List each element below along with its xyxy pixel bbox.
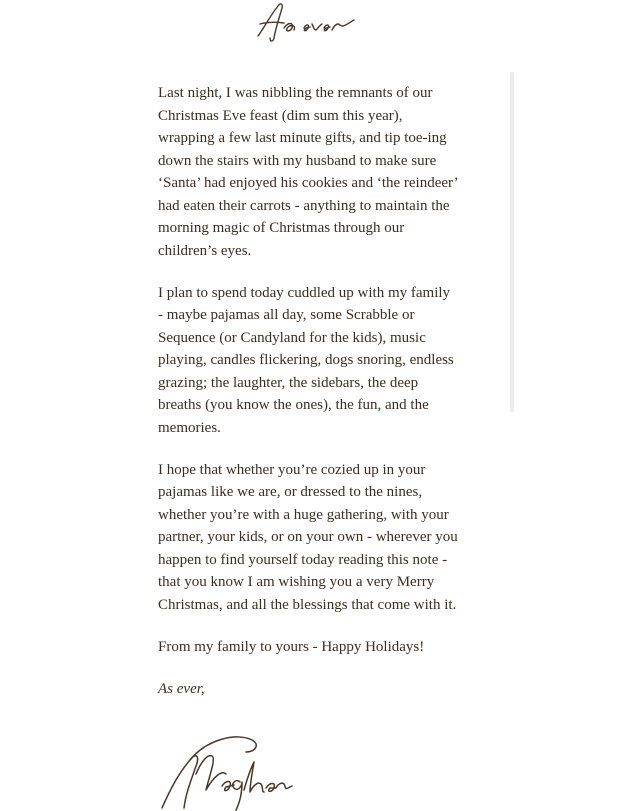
as-ever-logo-icon <box>250 0 360 44</box>
signature-icon <box>156 730 296 811</box>
letter-closing: From my family to yours - Happy Holidays! <box>158 638 425 655</box>
letter-paragraph: I hope that whether you’re cozied up in your pajamas like we are, or dressed to the nines, whether you’re with a huge gathering, with your partner, your kids, or on your own - wherever you happen to find yourself today reading this note - that you know I am wishing you a very Merry Christmas, and all the blessings that come with it. <box>158 461 458 613</box>
letter-paragraph: Last night, I was nibbling the remnants of our Christmas Eve feast (dim sum this year), wrapping a few last minute gifts, and tip toe-ing down the stairs with my husband to make sure ‘Santa’ had enjoyed his cookies and ‘the reindeer’ had eaten their carrots - anything to maintain the morning magic of Christmas through our children’s eyes. <box>158 85 458 259</box>
scrollbar[interactable] <box>510 72 514 412</box>
letter-paragraph: I plan to spend today cuddled up with my family - maybe pajamas all day, some Scrabble or Sequence (or Candyland for the kids), music playing, candles flickering, dogs snoring, endless grazing; the laughter, the sidebars, the deep breaths (you know the ones), the fun, and the memories. <box>158 284 454 436</box>
letter-body <box>158 82 458 720</box>
letter-signoff: As ever, <box>158 680 205 697</box>
